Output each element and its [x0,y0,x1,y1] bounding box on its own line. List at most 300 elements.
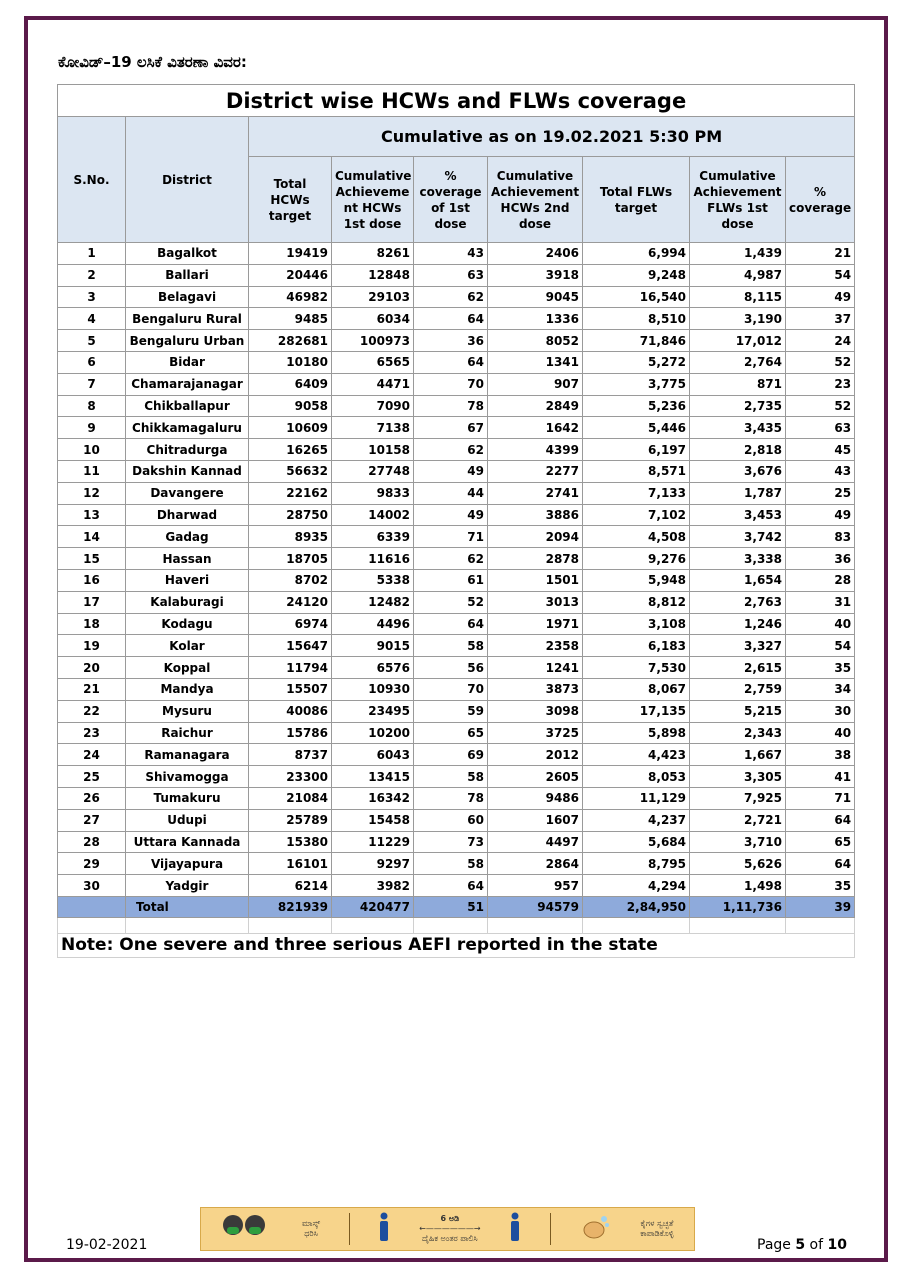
cell-flws-target: 11,129 [583,787,690,809]
cell-district: Bidar [126,351,249,373]
cell-flws-target: 8,067 [583,678,690,700]
cell-pct: 54 [786,635,855,657]
cell-pct-1st: 36 [414,330,488,352]
cell-district: Belagavi [126,286,249,308]
col-header-cum-hcws-1st: Cumulative Achieveme nt HCWs 1st dose [332,157,414,243]
page-heading: ಕೋವಿಡ್–19 ಲಸಿಕೆ ವಿತರಣಾ ವಿವರ: [58,53,247,71]
table-row [58,875,855,897]
cell-flws-1st: 5,626 [690,853,786,875]
cell-district: Tumakuru [126,787,249,809]
cell-pct-1st: 73 [414,831,488,853]
cell-district: Hassan [126,548,249,570]
footer-date: 19-02-2021 [66,1237,148,1253]
cell-flws-1st: 2,764 [690,351,786,373]
cell-flws-1st: 3,676 [690,460,786,482]
cumulative-header: Cumulative as on 19.02.2021 5:30 PM [249,117,855,157]
cell-hcws-target: 6214 [249,875,332,897]
cell-district: Vijayapura [126,853,249,875]
cell-hcws-1st: 12482 [332,591,414,613]
cell-district: Haveri [126,569,249,591]
cell-flws-1st: 3,327 [690,635,786,657]
col-header-district: District [126,117,249,243]
cell-sno: 23 [58,722,126,744]
total-row [58,896,855,917]
cell-flws-1st: 4,987 [690,264,786,286]
table-row [58,787,855,809]
cell-flws-1st: 2,721 [690,809,786,831]
cell-flws-1st: 2,818 [690,439,786,461]
cell-hcws-target: 282681 [249,330,332,352]
distance-block: 6 ಅಡಿ ←——————→ ದೈಹಿಕ ಅಂತರ ಪಾಲಿಸಿ [419,1214,481,1243]
cell-flws-target: 7,133 [583,482,690,504]
cell-pct-1st: 49 [414,504,488,526]
cell-pct: 25 [786,482,855,504]
cell-hcws-target: 8702 [249,569,332,591]
cell-district: Bengaluru Rural [126,308,249,330]
cell-pct: 21 [786,243,855,265]
cell-flws-target: 5,948 [583,569,690,591]
cell-flws-target: 16,540 [583,286,690,308]
cell-pct-1st: 61 [414,569,488,591]
cell-flws-1st: 2,735 [690,395,786,417]
cell-hcws-2nd: 2012 [488,744,583,766]
cell-flws-1st: 1,787 [690,482,786,504]
cell-pct: 40 [786,613,855,635]
cell-district: Ballari [126,264,249,286]
table-row [58,264,855,286]
cell-pct-1st: 65 [414,722,488,744]
cell-hcws-target: 28750 [249,504,332,526]
cell-hcws-target: 56632 [249,460,332,482]
cell-flws-target: 71,846 [583,330,690,352]
table-row [58,809,855,831]
cell-hcws-1st: 16342 [332,787,414,809]
cell-hcws-2nd: 957 [488,875,583,897]
cell-flws-target: 5,898 [583,722,690,744]
cell-district: Yadgir [126,875,249,897]
mask-text: ಮಾಸ್ಕ್ ಧರಿಸಿ [302,1219,321,1238]
cell-district: Bengaluru Urban [126,330,249,352]
cell-sno: 19 [58,635,126,657]
cell-sno: 10 [58,439,126,461]
cell-flws-1st: 3,305 [690,766,786,788]
cell-hcws-2nd: 4399 [488,439,583,461]
cell-pct-1st: 44 [414,482,488,504]
cell-pct: 63 [786,417,855,439]
cell-hcws-2nd: 1241 [488,657,583,679]
cell-hcws-1st: 23495 [332,700,414,722]
cell-pct-1st: 62 [414,439,488,461]
table-row [58,678,855,700]
cell-flws-target: 8,571 [583,460,690,482]
total-flws-1st: 1,11,736 [690,896,786,917]
table-row [58,569,855,591]
cell-flws-target: 9,276 [583,548,690,570]
cell-pct-1st: 64 [414,308,488,330]
cell-hcws-target: 19419 [249,243,332,265]
cell-pct-1st: 59 [414,700,488,722]
cell-hcws-1st: 6034 [332,308,414,330]
cell-flws-1st: 871 [690,373,786,395]
cell-sno: 13 [58,504,126,526]
table-row [58,482,855,504]
total-hcws-1st: 420477 [332,896,414,917]
cell-sno: 14 [58,526,126,548]
cell-sno: 18 [58,613,126,635]
cell-flws-target: 8,053 [583,766,690,788]
table-row [58,853,855,875]
table-row [58,417,855,439]
table-row [58,395,855,417]
cell-flws-1st: 5,215 [690,700,786,722]
cell-hcws-2nd: 3873 [488,678,583,700]
cell-hcws-1st: 6565 [332,351,414,373]
cell-district: Koppal [126,657,249,679]
cell-hcws-target: 6974 [249,613,332,635]
table-row [58,831,855,853]
cell-flws-1st: 1,498 [690,875,786,897]
cell-hcws-2nd: 1971 [488,613,583,635]
coverage-table [57,84,855,958]
cell-sno: 27 [58,809,126,831]
cell-pct-1st: 70 [414,373,488,395]
table-row [58,439,855,461]
cell-pct-1st: 60 [414,809,488,831]
cell-flws-target: 5,236 [583,395,690,417]
cell-pct: 31 [786,591,855,613]
col-header-total-flws: Total FLWs target [583,157,690,243]
cell-flws-target: 4,423 [583,744,690,766]
cell-sno: 29 [58,853,126,875]
cell-pct: 64 [786,809,855,831]
cell-sno: 22 [58,700,126,722]
cell-hcws-target: 8935 [249,526,332,548]
cell-district: Mandya [126,678,249,700]
cell-hcws-2nd: 3725 [488,722,583,744]
cell-flws-1st: 7,925 [690,787,786,809]
cell-pct-1st: 62 [414,286,488,308]
cell-district: Dharwad [126,504,249,526]
cell-hcws-1st: 27748 [332,460,414,482]
total-sno [58,896,126,917]
cell-sno: 20 [58,657,126,679]
cell-flws-target: 9,248 [583,264,690,286]
covid-awareness-banner [200,1207,695,1251]
cell-hcws-2nd: 4497 [488,831,583,853]
cell-flws-1st: 2,759 [690,678,786,700]
cell-pct-1st: 52 [414,591,488,613]
cell-pct: 36 [786,548,855,570]
table-row [58,613,855,635]
cell-hcws-2nd: 3013 [488,591,583,613]
cell-pct-1st: 64 [414,351,488,373]
cell-hcws-1st: 11616 [332,548,414,570]
cell-hcws-2nd: 2358 [488,635,583,657]
cell-hcws-1st: 9833 [332,482,414,504]
cell-hcws-1st: 29103 [332,286,414,308]
cell-hcws-1st: 5338 [332,569,414,591]
hand-wash-icon [580,1212,612,1246]
cell-district: Shivamogga [126,766,249,788]
cell-pct: 83 [786,526,855,548]
cell-flws-1st: 3,742 [690,526,786,548]
cell-flws-1st: 1,654 [690,569,786,591]
cell-flws-target: 5,446 [583,417,690,439]
table-row [58,308,855,330]
cell-hcws-target: 22162 [249,482,332,504]
cell-district: Kolar [126,635,249,657]
cell-district: Chikkamagaluru [126,417,249,439]
cell-sno: 7 [58,373,126,395]
cell-hcws-target: 16265 [249,439,332,461]
cell-hcws-2nd: 2605 [488,766,583,788]
col-header-total-hcws: Total HCWs target [249,157,332,243]
cell-sno: 6 [58,351,126,373]
cell-district: Chamarajanagar [126,373,249,395]
distance-arrow-icon: ←——————→ [419,1224,481,1233]
cell-hcws-2nd: 2864 [488,853,583,875]
cell-sno: 17 [58,591,126,613]
table-row [58,373,855,395]
cell-hcws-target: 15786 [249,722,332,744]
cell-hcws-target: 18705 [249,548,332,570]
cell-sno: 25 [58,766,126,788]
cell-hcws-2nd: 907 [488,373,583,395]
cell-flws-target: 8,795 [583,853,690,875]
cell-pct-1st: 78 [414,787,488,809]
cell-hcws-1st: 7090 [332,395,414,417]
cell-flws-1st: 2,615 [690,657,786,679]
cell-pct: 24 [786,330,855,352]
cell-flws-1st: 3,435 [690,417,786,439]
table-row [58,744,855,766]
cell-sno: 15 [58,548,126,570]
person-icon [509,1212,521,1246]
cell-flws-1st: 1,667 [690,744,786,766]
cell-hcws-2nd: 8052 [488,330,583,352]
col-header-pct-1st: % coverage of 1st dose [414,157,488,243]
cell-flws-target: 3,108 [583,613,690,635]
cell-pct: 35 [786,875,855,897]
cell-hcws-2nd: 2849 [488,395,583,417]
cell-flws-target: 8,812 [583,591,690,613]
cell-pct: 37 [786,308,855,330]
cell-sno: 12 [58,482,126,504]
cell-sno: 5 [58,330,126,352]
table-row [58,330,855,352]
cell-district: Kalaburagi [126,591,249,613]
table-row [58,504,855,526]
cell-hcws-target: 24120 [249,591,332,613]
cell-flws-1st: 1,246 [690,613,786,635]
col-header-cum-hcws-2nd: Cumulative Achievement HCWs 2nd dose [488,157,583,243]
cell-pct: 38 [786,744,855,766]
cell-hcws-2nd: 1642 [488,417,583,439]
cell-pct-1st: 67 [414,417,488,439]
cell-flws-target: 5,684 [583,831,690,853]
cell-flws-target: 17,135 [583,700,690,722]
cell-hcws-target: 16101 [249,853,332,875]
cell-pct: 41 [786,766,855,788]
cell-hcws-1st: 6043 [332,744,414,766]
cell-pct-1st: 49 [414,460,488,482]
cell-pct: 35 [786,657,855,679]
cell-hcws-1st: 6339 [332,526,414,548]
cell-flws-target: 6,197 [583,439,690,461]
cell-flws-target: 4,237 [583,809,690,831]
cell-flws-1st: 2,343 [690,722,786,744]
cell-pct-1st: 64 [414,875,488,897]
cell-sno: 2 [58,264,126,286]
cell-hcws-target: 21084 [249,787,332,809]
cell-hcws-2nd: 2878 [488,548,583,570]
cell-sno: 4 [58,308,126,330]
cell-sno: 30 [58,875,126,897]
cell-sno: 28 [58,831,126,853]
cell-flws-1st: 3,338 [690,548,786,570]
cell-hcws-1st: 8261 [332,243,414,265]
cell-pct: 54 [786,264,855,286]
page-number: Page 5 of 10 [757,1237,847,1253]
cell-pct-1st: 58 [414,635,488,657]
cell-hcws-target: 40086 [249,700,332,722]
table-row [58,657,855,679]
cell-hcws-1st: 3982 [332,875,414,897]
cell-hcws-1st: 13415 [332,766,414,788]
cell-flws-1st: 1,439 [690,243,786,265]
cell-hcws-2nd: 9486 [488,787,583,809]
cell-district: Davangere [126,482,249,504]
cell-pct: 45 [786,439,855,461]
cell-pct-1st: 58 [414,853,488,875]
table-row [58,526,855,548]
table-row [58,700,855,722]
table-row [58,635,855,657]
cell-district: Kodagu [126,613,249,635]
cell-hcws-2nd: 1607 [488,809,583,831]
total-label: Total [126,896,249,917]
cell-district: Udupi [126,809,249,831]
cell-sno: 24 [58,744,126,766]
cell-pct-1st: 70 [414,678,488,700]
cell-hcws-target: 9058 [249,395,332,417]
cell-hcws-target: 23300 [249,766,332,788]
cell-district: Chitradurga [126,439,249,461]
cell-sno: 11 [58,460,126,482]
col-header-cum-flws: Cumulative Achievement FLWs 1st dose [690,157,786,243]
cell-pct: 52 [786,351,855,373]
total-pct-1st: 51 [414,896,488,917]
cell-flws-target: 6,994 [583,243,690,265]
table-row [58,351,855,373]
cell-hcws-1st: 10200 [332,722,414,744]
cell-district: Ramanagara [126,744,249,766]
table-title: District wise HCWs and FLWs coverage [58,85,855,117]
aefi-note: Note: One severe and three serious AEFI reported in the state [58,933,855,957]
cell-flws-target: 4,508 [583,526,690,548]
cell-flws-1st: 3,453 [690,504,786,526]
col-header-sno: S.No. [58,117,126,243]
cell-sno: 1 [58,243,126,265]
cell-hcws-2nd: 1341 [488,351,583,373]
cell-pct: 43 [786,460,855,482]
banner-divider [550,1213,551,1245]
cell-sno: 16 [58,569,126,591]
cell-hcws-2nd: 2277 [488,460,583,482]
cell-hcws-1st: 4471 [332,373,414,395]
cell-district: Chikballapur [126,395,249,417]
table-row [58,243,855,265]
cell-hcws-1st: 11229 [332,831,414,853]
cell-hcws-target: 15380 [249,831,332,853]
table-row [58,722,855,744]
table-row [58,591,855,613]
cell-pct-1st: 58 [414,766,488,788]
table-row [58,766,855,788]
table-body [58,243,855,897]
cell-hcws-target: 6409 [249,373,332,395]
cell-hcws-1st: 10930 [332,678,414,700]
banner-divider [349,1213,350,1245]
cell-pct-1st: 63 [414,264,488,286]
cell-pct: 40 [786,722,855,744]
col-header-pct: % coverage [786,157,855,243]
cell-hcws-1st: 6576 [332,657,414,679]
cell-hcws-2nd: 9045 [488,286,583,308]
cell-hcws-2nd: 1336 [488,308,583,330]
cell-district: Raichur [126,722,249,744]
masked-faces-icon [221,1212,273,1246]
cell-flws-1st: 3,710 [690,831,786,853]
cell-hcws-1st: 9015 [332,635,414,657]
cell-sno: 21 [58,678,126,700]
cell-hcws-2nd: 1501 [488,569,583,591]
spacer-row [58,917,855,933]
cell-flws-1st: 2,763 [690,591,786,613]
cell-pct: 30 [786,700,855,722]
cell-pct: 28 [786,569,855,591]
cell-hcws-target: 20446 [249,264,332,286]
total-hcws-target: 821939 [249,896,332,917]
table-row [58,286,855,308]
cell-flws-target: 4,294 [583,875,690,897]
cell-pct: 23 [786,373,855,395]
cell-hcws-2nd: 3098 [488,700,583,722]
cell-pct: 65 [786,831,855,853]
cell-flws-target: 3,775 [583,373,690,395]
cell-pct: 49 [786,286,855,308]
cell-district: Mysuru [126,700,249,722]
cell-hcws-target: 8737 [249,744,332,766]
cell-flws-1st: 8,115 [690,286,786,308]
person-icon [378,1212,390,1246]
cell-flws-target: 7,530 [583,657,690,679]
hands-text: ಕೈಗಳ ಸ್ವಚ್ಛತೆ ಕಾಪಾಡಿಕೊಳ್ಳಿ [640,1219,674,1238]
cell-hcws-target: 10180 [249,351,332,373]
cell-flws-1st: 3,190 [690,308,786,330]
total-hcws-2nd: 94579 [488,896,583,917]
cell-hcws-2nd: 2741 [488,482,583,504]
cell-pct-1st: 64 [414,613,488,635]
cell-pct: 49 [786,504,855,526]
cell-sno: 9 [58,417,126,439]
cell-flws-1st: 17,012 [690,330,786,352]
cell-hcws-target: 11794 [249,657,332,679]
table-row [58,460,855,482]
cell-hcws-1st: 14002 [332,504,414,526]
cell-sno: 8 [58,395,126,417]
cell-district: Gadag [126,526,249,548]
